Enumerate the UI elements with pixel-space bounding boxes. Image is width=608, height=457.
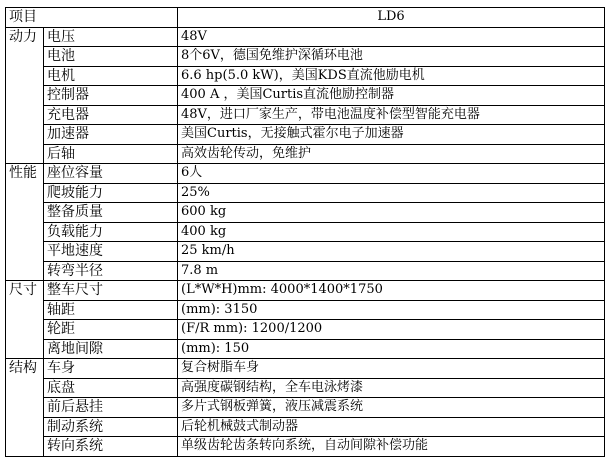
spec-row: [6, 378, 605, 398]
spec-row: [6, 359, 605, 379]
spec-row: [6, 417, 605, 437]
spec-row: [6, 339, 605, 359]
spec-value-cell: 400 A ，美国Curtis直流他励控制器: [178, 86, 605, 106]
spec-label-cell: 电池: [44, 47, 178, 67]
spec-label-cell: 后轴: [44, 144, 178, 164]
spec-row: [6, 86, 605, 106]
group-name-cell: 结构: [6, 359, 44, 457]
spec-row: [6, 242, 605, 262]
spec-value-cell: 25%: [178, 183, 605, 203]
spec-value-cell: 25 km/h: [178, 242, 605, 262]
group-name-cell: 性能: [6, 164, 44, 281]
spec-value-cell: 400 kg: [178, 222, 605, 242]
spec-label-cell: 电机: [44, 66, 178, 86]
header-row: [6, 8, 605, 28]
spec-row: [6, 144, 605, 164]
header-item-cell: 项目: [6, 8, 178, 28]
group-name-cell: 尺寸: [6, 281, 44, 359]
spec-value-cell: (L*W*H)mm: 4000*1400*1750: [178, 281, 605, 301]
spec-value-cell: 7.8 m: [178, 261, 605, 281]
spec-value-cell: 高效齿轮传动，免维护: [178, 144, 605, 164]
spec-row: [6, 203, 605, 223]
spec-value-cell: 复合树脂车身: [178, 359, 605, 379]
spec-value-cell: 后轮机械鼓式制动器: [178, 417, 605, 437]
spec-label-cell: 转弯半径: [44, 261, 178, 281]
spec-value-cell: 600 kg: [178, 203, 605, 223]
header-model-cell: LD6: [178, 8, 605, 28]
spec-label-cell: 离地间隙: [44, 339, 178, 359]
spec-value-cell: 6.6 hp(5.0 kW)，美国KDS直流他励电机: [178, 66, 605, 86]
spec-row: [6, 105, 605, 125]
spec-row: [6, 183, 605, 203]
spec-table: [5, 7, 605, 457]
spec-label-cell: 座位容量: [44, 164, 178, 184]
spec-label-cell: 平地速度: [44, 242, 178, 262]
spec-label-cell: 轮距: [44, 320, 178, 340]
spec-label-cell: 充电器: [44, 105, 178, 125]
spec-row: [6, 261, 605, 281]
spec-label-cell: 整车尺寸: [44, 281, 178, 301]
spec-row: [6, 222, 605, 242]
spec-table-body: [6, 8, 605, 457]
spec-label-cell: 转向系统: [44, 437, 178, 457]
spec-value-cell: 6人: [178, 164, 605, 184]
spec-row: [6, 47, 605, 67]
spec-value-cell: (F/R mm): 1200/1200: [178, 320, 605, 340]
spec-label-cell: 整备质量: [44, 203, 178, 223]
spec-value-cell: 美国Curtis，无接触式霍尔电子加速器: [178, 125, 605, 145]
spec-row: [6, 164, 605, 184]
spec-row: [6, 300, 605, 320]
spec-row: [6, 281, 605, 301]
spec-label-cell: 车身: [44, 359, 178, 379]
spec-label-cell: 爬坡能力: [44, 183, 178, 203]
spec-row: [6, 125, 605, 145]
spec-label-cell: 电压: [44, 27, 178, 47]
spec-row: [6, 27, 605, 47]
spec-label-cell: 底盘: [44, 378, 178, 398]
spec-value-cell: 高强度碳钢结构，全车电泳烤漆: [178, 378, 605, 398]
spec-label-cell: 制动系统: [44, 417, 178, 437]
spec-row: [6, 437, 605, 457]
spec-value-cell: 48V: [178, 27, 605, 47]
spec-label-cell: 控制器: [44, 86, 178, 106]
spec-value-cell: 单级齿轮齿条转向系统，自动间隙补偿功能: [178, 437, 605, 457]
spec-label-cell: 前后悬挂: [44, 398, 178, 418]
spec-value-cell: 8个6V，德国免维护深循环电池: [178, 47, 605, 67]
spec-value-cell: (mm): 150: [178, 339, 605, 359]
group-name-cell: 动力: [6, 27, 44, 164]
spec-label-cell: 轴距: [44, 300, 178, 320]
spec-row: [6, 320, 605, 340]
spec-label-cell: 加速器: [44, 125, 178, 145]
spec-row: [6, 398, 605, 418]
spec-row: [6, 66, 605, 86]
spec-label-cell: 负载能力: [44, 222, 178, 242]
spec-value-cell: 48V，进口厂家生产，带电池温度补偿型智能充电器: [178, 105, 605, 125]
spec-value-cell: 多片式钢板弹簧，液压减震系统: [178, 398, 605, 418]
spec-value-cell: (mm): 3150: [178, 300, 605, 320]
